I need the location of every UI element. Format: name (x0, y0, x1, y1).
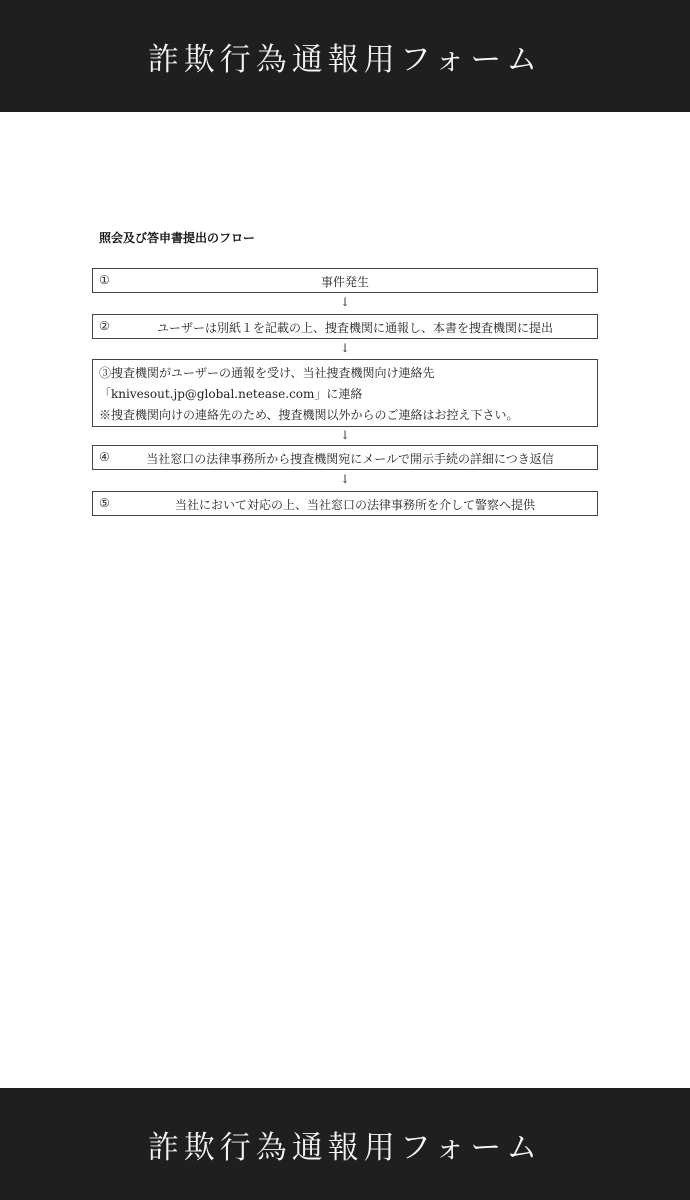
flow-step-5 (92, 491, 598, 516)
step-text: 当社において対応の上、当社窓口の法律事務所を介して警察へ提供 (174, 498, 535, 512)
header-title: 詐欺行為通報用フォーム (147, 41, 543, 78)
step-number: ④ (99, 450, 110, 464)
flow-step-2 (92, 314, 598, 339)
flow-title: 照会及び答申書提出のフロー (99, 231, 256, 245)
footer-banner (0, 1088, 690, 1200)
step-number: ② (99, 319, 110, 333)
step-line: ③捜査機関がユーザーの通報を受け、当社捜査機関向け連絡先 (99, 366, 435, 380)
down-arrow-icon: ↓ (339, 295, 351, 309)
header-banner (0, 0, 690, 112)
step-number: ⑤ (99, 496, 110, 510)
flow-step-3 (92, 359, 598, 427)
step-text: ユーザーは別紙１を記載の上、捜査機関に通報し、本書を捜査機関に提出 (156, 321, 553, 335)
step-line: 「knivesout.jp@global.netease.com」に連絡 (99, 387, 363, 401)
flow-step-4 (92, 445, 598, 470)
footer-title: 詐欺行為通報用フォーム (147, 1129, 543, 1166)
step-text: 当社窓口の法律事務所から捜査機関宛にメールで開示手続の詳細につき返信 (146, 452, 554, 466)
down-arrow-icon: ↓ (339, 341, 351, 355)
step-number: ① (99, 273, 110, 287)
down-arrow-icon: ↓ (339, 428, 351, 442)
step-text: 事件発生 (320, 275, 369, 289)
down-arrow-icon: ↓ (339, 472, 351, 486)
step-line: ※捜査機関向けの連絡先のため、捜査機関以外からのご連絡はお控え下さい。 (99, 408, 519, 422)
flow-step-1 (92, 268, 598, 293)
